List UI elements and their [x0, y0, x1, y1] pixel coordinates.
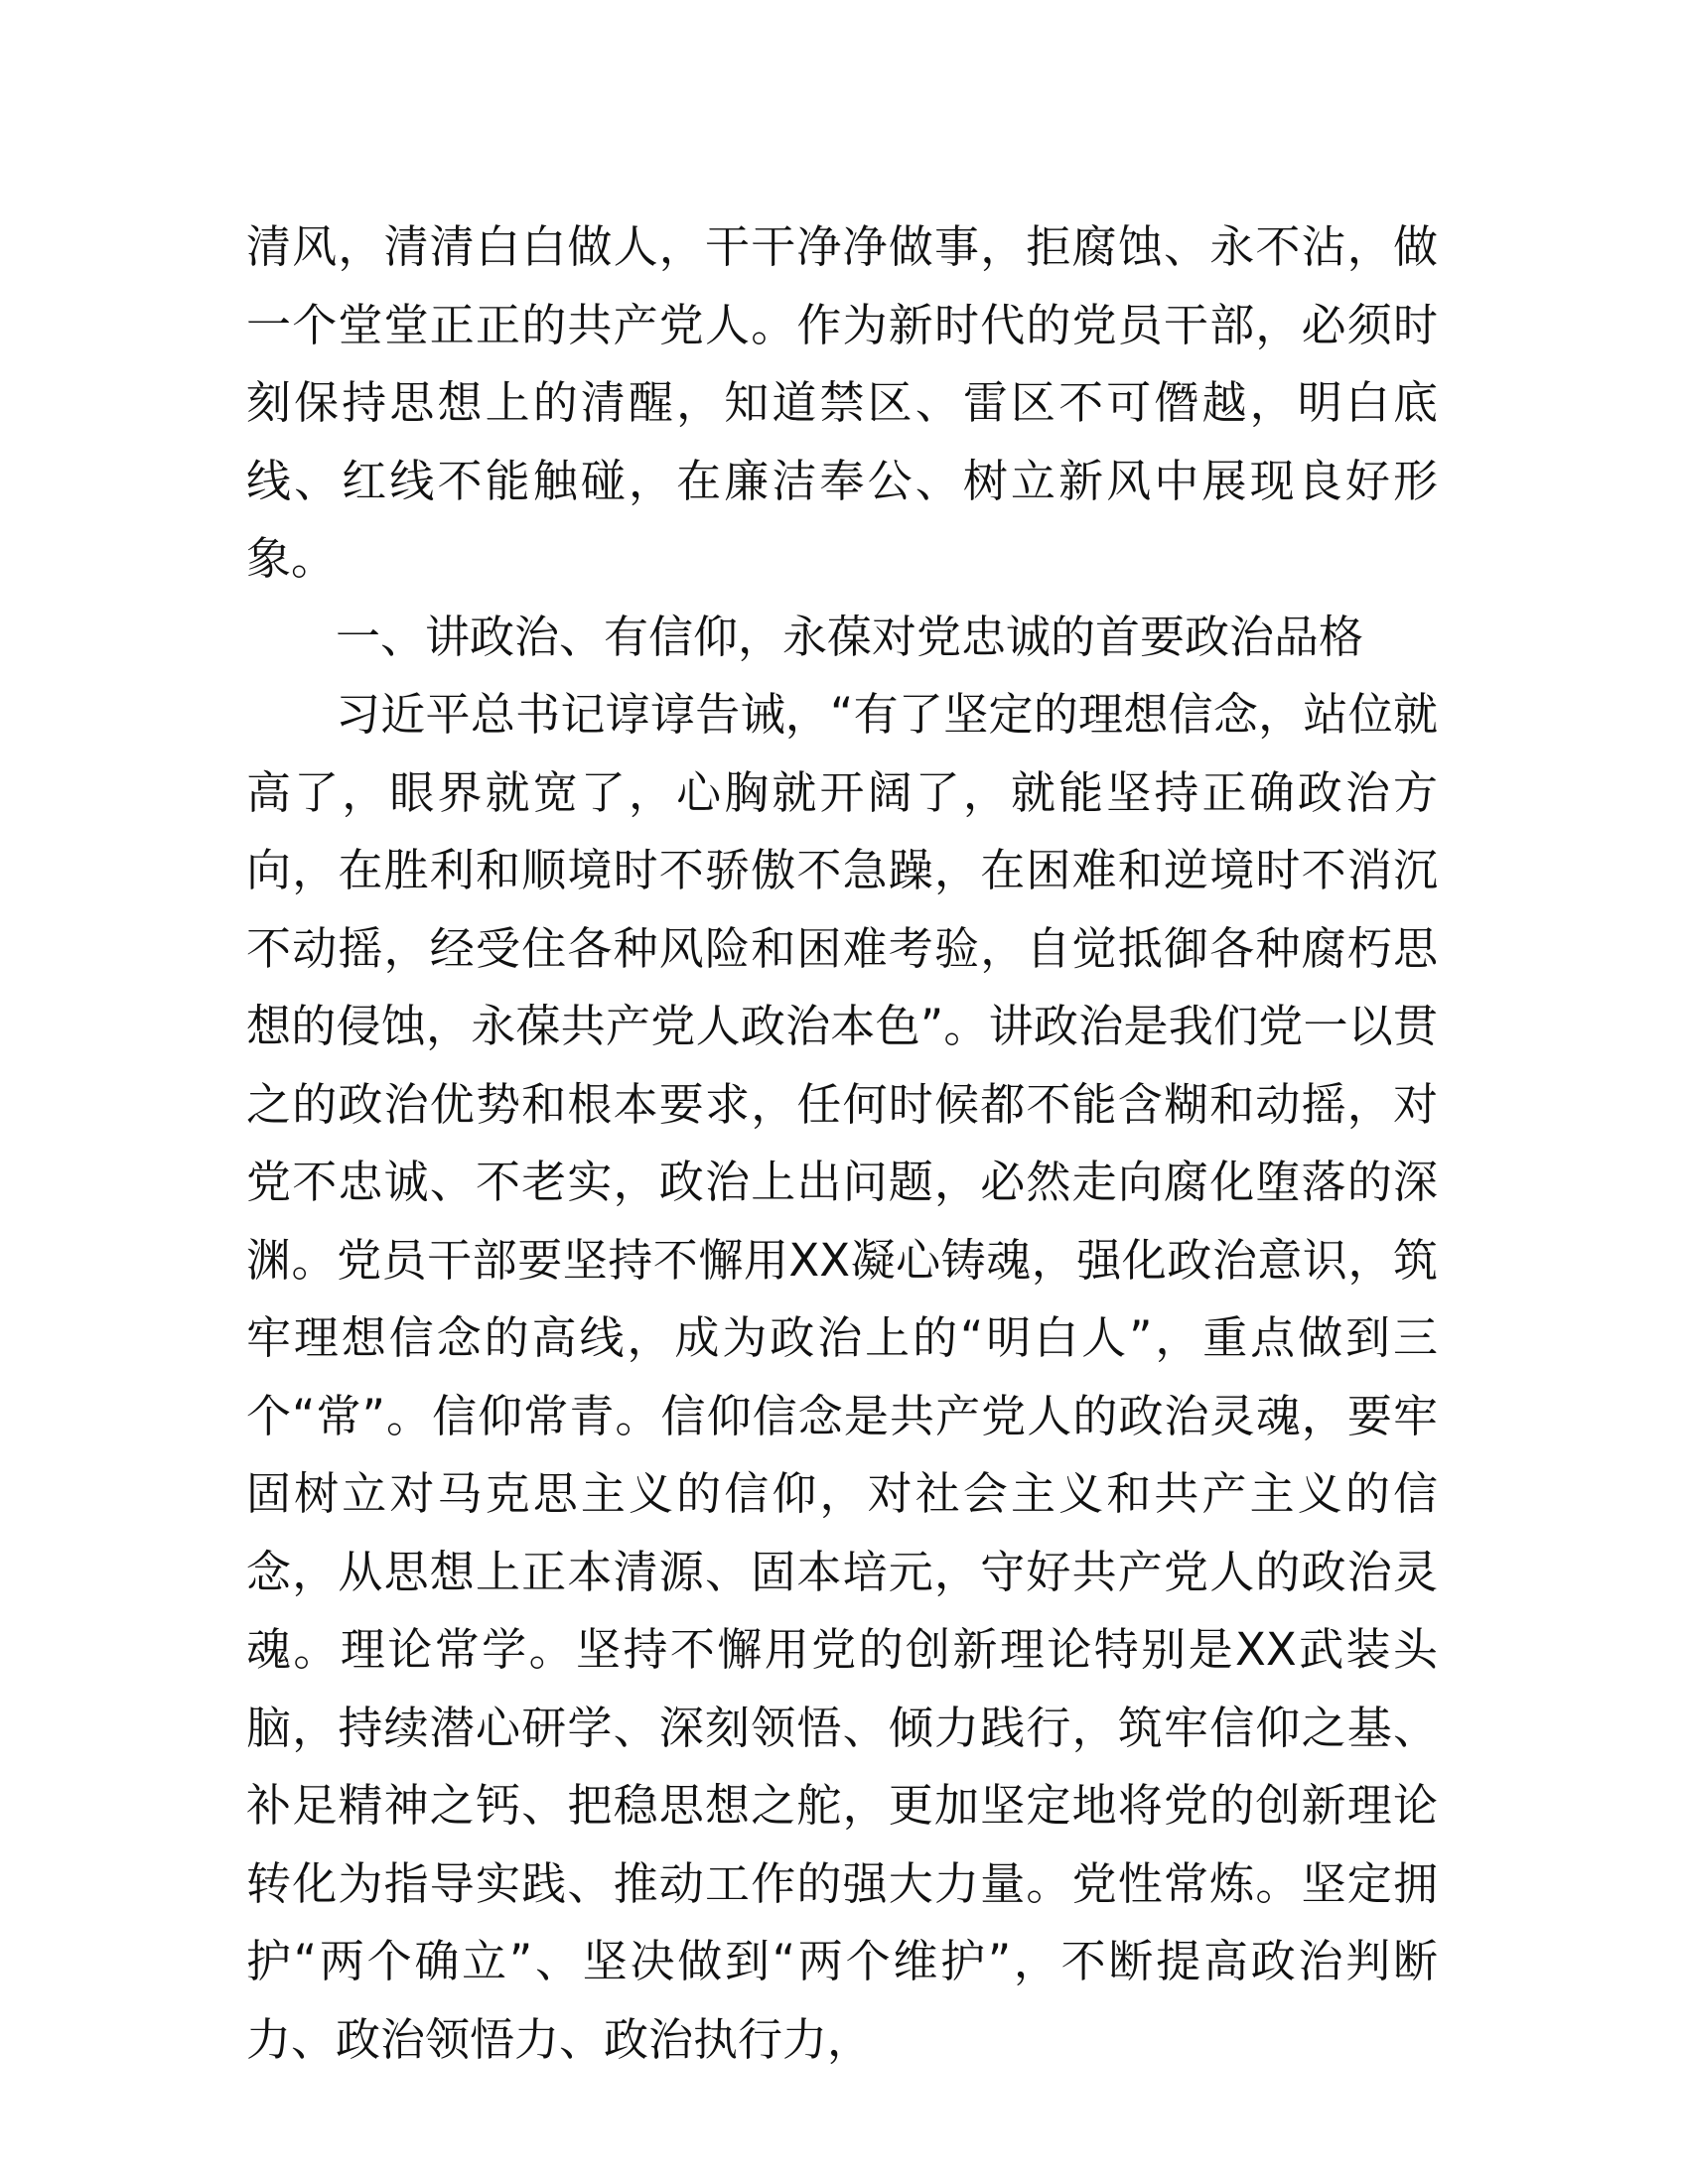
paragraph-body: 习近平总书记谆谆告诫，“有了坚定的理想信念，站位就高了，眼界就宽了，心胸就开阔了，就能坚持正确政治方向，在胜利和顺境时不骄傲不急躁，在困难和逆境时不消沉不动摇，经受住各种风险和困难考验，自觉抵御各种腐朽思想的侵蚀，永葆共产党人政治本色”。讲政治是我们党一以贯之的政治优势和根本要求，任何时候都不能含糊和动摇，对党不忠诚、不老实，政治上出问题，必然走向腐化堕落的深渊。党员干部要坚持不懈用XX凝心铸魂，强化政治意识，筑牢理想信念的高线，成为政治上的“明白人”，重点做到三个“常”。信仰常青。信仰信念是共产党人的政治灵魂，要牢固树立对马克思主义的信仰，对社会主义和共产主义的信念，从思想上正本清源、固本培元，守好共产党人的政治灵魂。理论常学。坚持不懈用党的创新理论特别是XX武装头脑，持续潜心研学、深刻领悟、倾力践行，筑牢信仰之基、补足精神之钙、把稳思想之舵，更加坚定地将党的创新理论转化为指导实践、推动工作的强大力量。党性常炼。坚定拥护“两个确立”、坚决做到“两个维护”，不断提高政治判断力、政治领悟力、政治执行力，	[246, 688, 1438, 2066]
document-body	[246, 208, 1438, 2079]
paragraph-continuation: 清风，清清白白做人，干干净净做事，拒腐蚀、永不沾，做一个堂堂正正的共产党人。作为新时代的党员干部，必须时刻保持思想上的清醒，知道禁区、雷区不可僭越，明白底线、红线不能触碰，在廉洁奉公、树立新风中展现良好形象。	[246, 220, 1438, 585]
section-heading: 一、讲政治、有信仰，永葆对党忠诚的首要政治品格	[336, 610, 1364, 663]
